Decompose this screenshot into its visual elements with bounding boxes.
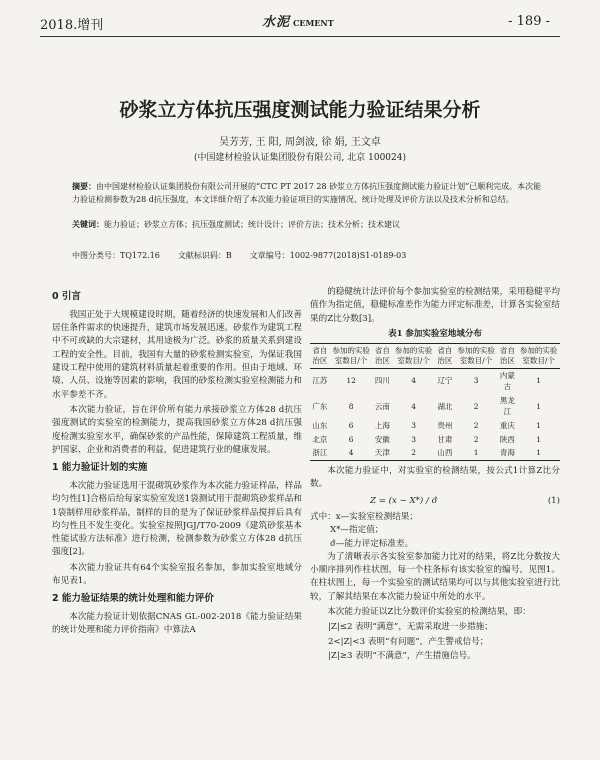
region-table (310, 343, 560, 461)
table-cell: 陕西 (499, 434, 515, 444)
table-cell: 青海 (497, 446, 517, 460)
keywords-label: 关键词： (72, 219, 104, 229)
paper-title: 砂浆立方体抗压强度测试能力验证结果分析 (119, 99, 481, 121)
right-column (310, 286, 560, 664)
table-cell: 1 (536, 421, 541, 431)
keywords (72, 218, 548, 232)
table-cell: 辽宁 (437, 376, 453, 386)
abstract-label: 摘要： (72, 182, 96, 191)
table-cell: 贵州 (437, 421, 453, 431)
abstract-text: 由中国建材检验认证集团股份有限公司开展的“CTC PT 2017 28 砂浆立方体抗压强度测试能力验证计划”已顺利完成。本次能力验证检测参数为28 d抗压强度，本文详细介绍了本次能力验证项目的实施情况、统计处理及评价方法以及技术分析和总结。 (72, 182, 542, 204)
where-clause: X*—指定值； (330, 525, 384, 536)
table-header: 参加的实验室数目/个 (330, 344, 373, 369)
table-cell: 2 (473, 434, 479, 444)
table-cell: 山东 (312, 421, 328, 431)
table-cell: 2 (473, 421, 479, 431)
table-cell: 8 (348, 401, 354, 411)
table-cell: 1 (536, 401, 541, 411)
table-cell: 1 (536, 434, 541, 444)
page-number: - 189 - (508, 14, 550, 29)
table-cell: 广东 (312, 401, 328, 411)
table-cell: 4 (411, 376, 416, 386)
table-cell: 6 (348, 434, 354, 444)
journal-title: 水泥 (262, 15, 291, 30)
journal-title-en: CEMENT (293, 18, 334, 28)
paragraph: 为了清晰表示各实验室参加能力比对的结果，将Z比分数按大小顺序排列作柱状图，每一个柱条标有该实验室的编号，见图1。在柱状图上，每一个实验室的测试结果均可以与其他实验室进行比较，了解其结果在本次能力验证中所处的水平。 (310, 551, 560, 602)
table-cell: 1 (517, 446, 560, 460)
table-row (310, 394, 560, 419)
abstract (72, 181, 548, 207)
clc-number: 中图分类号：TQ172.16 (72, 251, 160, 260)
left-column (52, 286, 302, 640)
table-cell: 1 (536, 376, 541, 386)
table-cell: 4 (411, 401, 416, 411)
table-cell: 1 (455, 446, 498, 460)
table-cell: 4 (330, 446, 373, 460)
table-header: 参加的实验室数目/个 (517, 344, 560, 369)
equation-body: Z = (x − X*) / σ̂ (370, 495, 438, 506)
paragraph: 本次能力验证中，对实验室的检测结果，按公式1计算Z比分数。 (310, 465, 560, 490)
table-cell: 安徽 (374, 434, 390, 444)
table-header: 参加的实验室数目/个 (455, 344, 498, 369)
keywords-text: 能力验证；砂浆立方体；抗压强度测试；统计设计；评价方法；技术分析；技术建议 (104, 220, 400, 229)
where-clause: σ̂—能力评定标准差。 (330, 538, 414, 549)
table-row (310, 433, 560, 447)
table-row (310, 368, 560, 394)
affiliation: (中国建材检验认证集团股份有限公司, 北京 100024) (194, 153, 406, 163)
table-cell: 云南 (374, 401, 390, 411)
table-cell: 甘肃 (437, 434, 453, 444)
table-header: 省自治区 (435, 344, 455, 369)
table-cell: 四川 (374, 376, 390, 386)
table-row (310, 446, 560, 460)
paragraph: 我国正处于大规模建设时期，随着经济的快速发展和人们改善居住条件需求的快速提升，建筑市场发展迅速。砂浆作为建筑工程中不可或缺的大宗建材，其用途极为广泛。砂浆的质量关系到建设工程的安全性。目前，我国有大量的砂浆检测实验室，为保证我国建设工程中使用的建筑材料质量起着重要的作用。但由于地域、环境、人员、设施等因素的影响，我国的砂浆检测实验室检测能力和水平参差不齐。 (52, 309, 302, 400)
table-cell: 湖北 (437, 401, 453, 411)
table-cell: 黑龙江 (499, 395, 515, 417)
table-cell: 12 (346, 376, 356, 386)
table-row (310, 419, 560, 433)
table-cell: 江苏 (312, 376, 328, 386)
paragraph: 本次能力验证，旨在评价所有能力承接砂浆立方体28 d抗压强度测试的实验室的检测能力，提高我国砂浆立方体28 d抗压强度检测实验室水平，确保砂浆的产品性能，保障建筑工程质量，维护国家、企业和消费者的利益，促进建筑行业的健康发展。 (52, 404, 302, 455)
classification (72, 250, 548, 261)
table-header: 参加的实验室数目/个 (392, 344, 435, 369)
table-cell: 内蒙古 (499, 370, 515, 392)
article-number: 文章编号：1002-9877(2018)S1-0189-03 (249, 251, 407, 260)
table-caption: 表1 参加实验室地域分布 (388, 328, 482, 339)
header-rule (40, 36, 560, 37)
paragraph: 本次能力验证计划依据CNAS GL-002-2018《能力验证结果的统计处理和能力评价指南》中算法A (52, 612, 302, 636)
equation-number: (1) (547, 495, 560, 506)
table-cell: 6 (348, 421, 354, 431)
journal-name (262, 11, 334, 30)
table-cell: 浙江 (310, 446, 330, 460)
table-cell: 3 (411, 421, 416, 431)
section-0-title: 0 引言 (52, 291, 81, 302)
paragraph: 本次能力验证共有64个实验室报名参加，参加实验室地域分布见表1。 (52, 562, 302, 587)
table-cell: 重庆 (499, 421, 515, 431)
doc-code: 文献标识码：B (177, 251, 232, 260)
table-cell: 北京 (312, 434, 328, 444)
equation (310, 495, 560, 508)
criterion: |Z|≥3 表明“不满意”，产生措施信号。 (328, 651, 476, 662)
table-cell: 3 (411, 434, 416, 444)
section-2-title: 2 能力验证结果的统计处理和能力评价 (52, 593, 214, 605)
table-cell: 天津 (372, 446, 392, 460)
table-cell: 上海 (374, 421, 390, 431)
criterion: |Z|≤2 表明“满意”，无需采取进一步措施； (328, 622, 493, 633)
table-cell: 3 (473, 376, 479, 386)
paragraph: 的稳健统计法评价每个参加实验室的检测结果，采用稳健平均值作为指定值，稳健标准差作为能力评定标准差，计算各实验室结果的Z比分数[3]。 (310, 287, 560, 324)
table-cell: 山西 (435, 446, 455, 460)
paragraph: 本次能力验证选用干混砌筑砂浆作为本次能力验证样品，样品均匀性[1]合格后给每家实验室发送1袋测试用干混砌筑砂浆样品和1袋制样用砂浆样品，制样的目的是为了保证砂浆样品搅拌后具有均匀性且不发生变化。实验室按照JGJ/T70-2009《建筑砂浆基本性能试验方法标准》进行检测，检测参数为砂浆立方体28 d抗压强度[2]。 (52, 480, 302, 558)
table-header: 省自治区 (497, 344, 517, 369)
criterion: 2<|Z|<3 表明“有问题”，产生警戒信号； (328, 636, 489, 647)
where-clause: 式中：x—实验室检测结果； (310, 511, 418, 522)
table-header: 省自治区 (310, 344, 330, 369)
authors: 吴芳芳, 王 阳, 周剑波, 徐 娟, 王文卓 (219, 137, 381, 148)
table-cell: 2 (392, 446, 435, 460)
table-cell: 2 (473, 401, 479, 411)
section-1-title: 1 能力验证计划的实施 (52, 462, 148, 474)
paragraph: 本次能力验证以Z比分数评价实验室的检测结果，即： (327, 607, 531, 618)
table-header: 省自治区 (372, 344, 392, 369)
issue-label: 2018.增刊 (40, 18, 104, 33)
